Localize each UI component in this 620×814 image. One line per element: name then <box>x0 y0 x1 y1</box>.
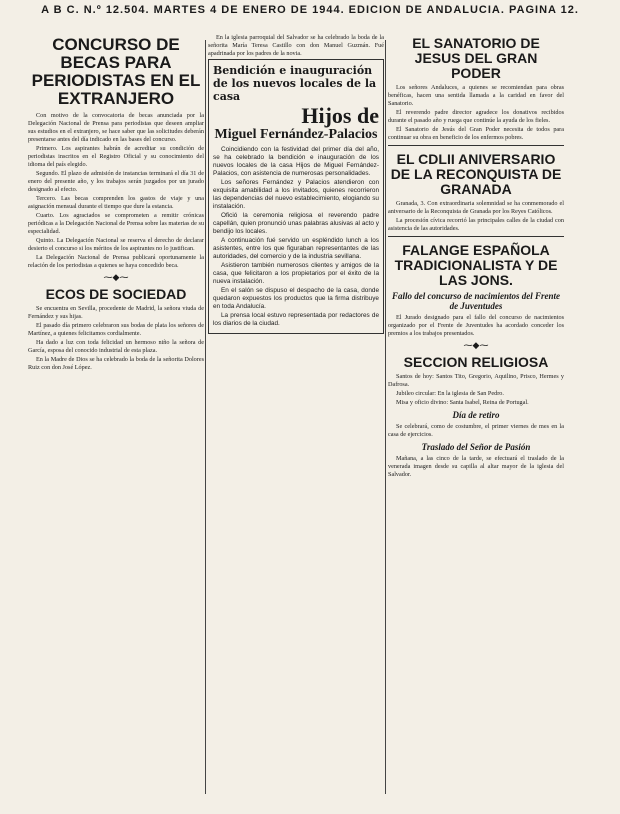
ornament-divider: ⁓◆⁓ <box>463 340 489 350</box>
subhead-concurso: Fallo del concurso de nacimientos del Frente de Juventudes <box>392 291 560 311</box>
paragraph: Mañana, a las cinco de la tarde, se efectuará el traslado de la venerada imagen desde su capilla al altar mayor de la iglesia del Salvador. <box>388 455 564 478</box>
headline-granada: EL CDLII ANIVERSARIO DE LA RECONQUISTA DE GRANADA <box>390 151 562 197</box>
headline-religiosa: SECCION RELIGIOSA <box>403 354 549 370</box>
running-head: A B C. N.º 12.504. MARTES 4 DE ENERO DE 1944. EDICION DE ANDALUCIA. PAGINA 12. <box>41 4 579 16</box>
paragraph: El Sanatorio de Jesús del Gran Poder necesita de todos para continuar su obra en beneficio de los enfermos pobres. <box>388 126 564 141</box>
paragraph: El reverendo padre director agradece los donativos recibidos durante el pasado año y ruega que continúe la ayuda de los fieles. <box>388 109 564 124</box>
becas-body <box>28 112 204 270</box>
paragraph: El pasado día primero celebraron sus bodas de plata los señores de Martínez, a quienes felicitamos cordialmente. <box>28 322 204 337</box>
headline-becas: CONCURSO DE BECAS PARA PERIODISTAS EN EL EXTRANJERO <box>31 35 201 108</box>
paragraph: Ofició la ceremonia religiosa el reverendo padre capellán, quien pronunció unas palabras alusivas al acto y bendijo los locales. <box>213 212 379 235</box>
paragraph: Jubileo circular: En la iglesia de San Pedro. <box>396 390 504 397</box>
paragraph: Coincidiendo con la festividad del primer día del año, se ha celebrado la bendición e inauguración de los nuevos locales de la casa Hijos de Miguel Fernández-Palacios, con asistencia de numerosas personalidades. <box>213 146 379 177</box>
paragraph: En la iglesia parroquial del Salvador se ha celebrado la boda de la señorita María Teresa Castillo con don Manuel Guzmán. Fué apadrinada por los padres de la novia. <box>208 34 384 57</box>
paragraph: Los señores Andaluces, a quienes se recomiendan para obras benéficas, hacen una sentida llamada a la caridad en favor del Sanatorio. <box>388 84 564 107</box>
paragraph: Tercero. Las becas comprenden los gastos de viaje y una asignación mensual durante el tiempo que dure la estancia. <box>28 195 204 210</box>
paragraph: Segundo. El plazo de admisión de instancias terminará el día 31 de enero del presente año, y los trabajos serán juzgados por un jurado designado al efecto. <box>28 170 204 193</box>
column-2 <box>208 34 384 806</box>
paragraph: En el salón se dispuso el despacho de la casa, donde quedaron expuestos los productos que la firma distribuye en toda Andalucía. <box>213 287 379 310</box>
paragraph: Cuarto. Los agraciados se comprometen a remitir crónicas periódicas a la Delegación Nacional de Prensa sobre las materias de su especialidad. <box>28 212 204 235</box>
column-1 <box>28 34 204 806</box>
paragraph: Ha dado a luz con toda felicidad un hermoso niño la señora de García, esposa del conocido industrial de esta plaza. <box>28 339 204 354</box>
box-title: Bendición e inauguración de los nuevos locales de la casa <box>213 64 377 103</box>
paragraph: Misa y oficio divino: Santa Isabel, Reina de Portugal. <box>396 399 529 406</box>
ecos-body <box>28 305 204 372</box>
paragraph: En la Madre de Dios se ha celebrado la boda de la señorita Dolores Ruiz con don José López. <box>28 356 204 371</box>
paragraph: El Jurado designado para el fallo del concurso de nacimientos organizado por el Frente de Juventudes ha acordado conceder los premios a los trabajos presentados. <box>388 314 564 337</box>
paragraph: Los señores Fernández y Palacios atendieron con exquisita amabilidad a los invitados, quienes recorrieron las dependencias del nuevo establecimiento, elogiando su instalación. <box>213 179 379 210</box>
subhead-traslado: Traslado del Señor de Pasión <box>421 442 531 452</box>
paragraph: Quinto. La Delegación Nacional se reserva el derecho de declarar desierto el concurso si los méritos de los aspirantes no lo justifican. <box>28 237 204 252</box>
paragraph: Granada, 3. Con extraordinaria solemnidad se ha conmemorado el aniversario de la Reconquista de Granada por los Reyes Católicos. <box>388 200 564 215</box>
column-3 <box>388 34 564 806</box>
box-name-line-2: Miguel Fernández-Palacios <box>214 127 378 142</box>
paragraph: Con motivo de la convocatoria de becas anunciada por la Delegación Nacional de Prensa para periodistas que deseen ampliar sus estudios en el extranjero, se hace saber que las solicitudes deberán presentarse antes del día indicado en las bases del concurso. <box>28 112 204 143</box>
paragraph: Se encuentra en Sevilla, procedente de Madrid, la señora viuda de Fernández y sus hijas. <box>28 305 204 320</box>
column-rule <box>385 40 386 794</box>
ornament-divider: ⁓◆⁓ <box>103 272 129 282</box>
column-rule <box>205 40 206 794</box>
headline-falange: FALANGE ESPAÑOLA TRADICIONALISTA Y DE LAS JONS. <box>394 242 558 288</box>
divider <box>388 236 564 237</box>
paragraph: Se celebrará, como de costumbre, el primer viernes de mes en la casa de ejercicios. <box>388 423 564 438</box>
paragraph: Asistieron también numerosos clientes y amigos de la casa, que felicitaron a los propietarios por el éxito de la nueva instalación. <box>213 262 379 285</box>
divider <box>388 145 564 146</box>
headline-ecos: ECOS DE SOCIEDAD <box>45 286 187 302</box>
paragraph: Primero. Los aspirantes habrán de acreditar su condición de periodistas inscritos en el Registro Oficial y su conocimiento del idioma del país elegido. <box>28 145 204 168</box>
subhead-retiro: Día de retiro <box>452 410 500 420</box>
box-name-line-1: Hijos de <box>301 103 379 128</box>
paragraph: A continuación fué servido un espléndido lunch a los asistentes, entre los que figuraban representantes de las autoridades, del comercio y de la industria sevillana. <box>213 237 379 260</box>
paragraph: Santos de hoy: Santos Tito, Gregorio, Aquilino, Prisco, Hermes y Dafrosa. <box>388 373 564 388</box>
paragraph: La prensa local estuvo representada por redactores de los diarios de la ciudad. <box>213 312 379 327</box>
paragraph: La Delegación Nacional de Prensa publicará oportunamente la relación de los periodistas a quienes se haya concedido beca. <box>28 254 204 269</box>
paragraph: La procesión cívica recorrió las principales calles de la ciudad con asistencia de las autoridades. <box>388 217 564 232</box>
announcement-box <box>208 59 384 334</box>
headline-sanatorio: EL SANATORIO DE JESUS DEL GRAN PODER <box>412 35 540 81</box>
